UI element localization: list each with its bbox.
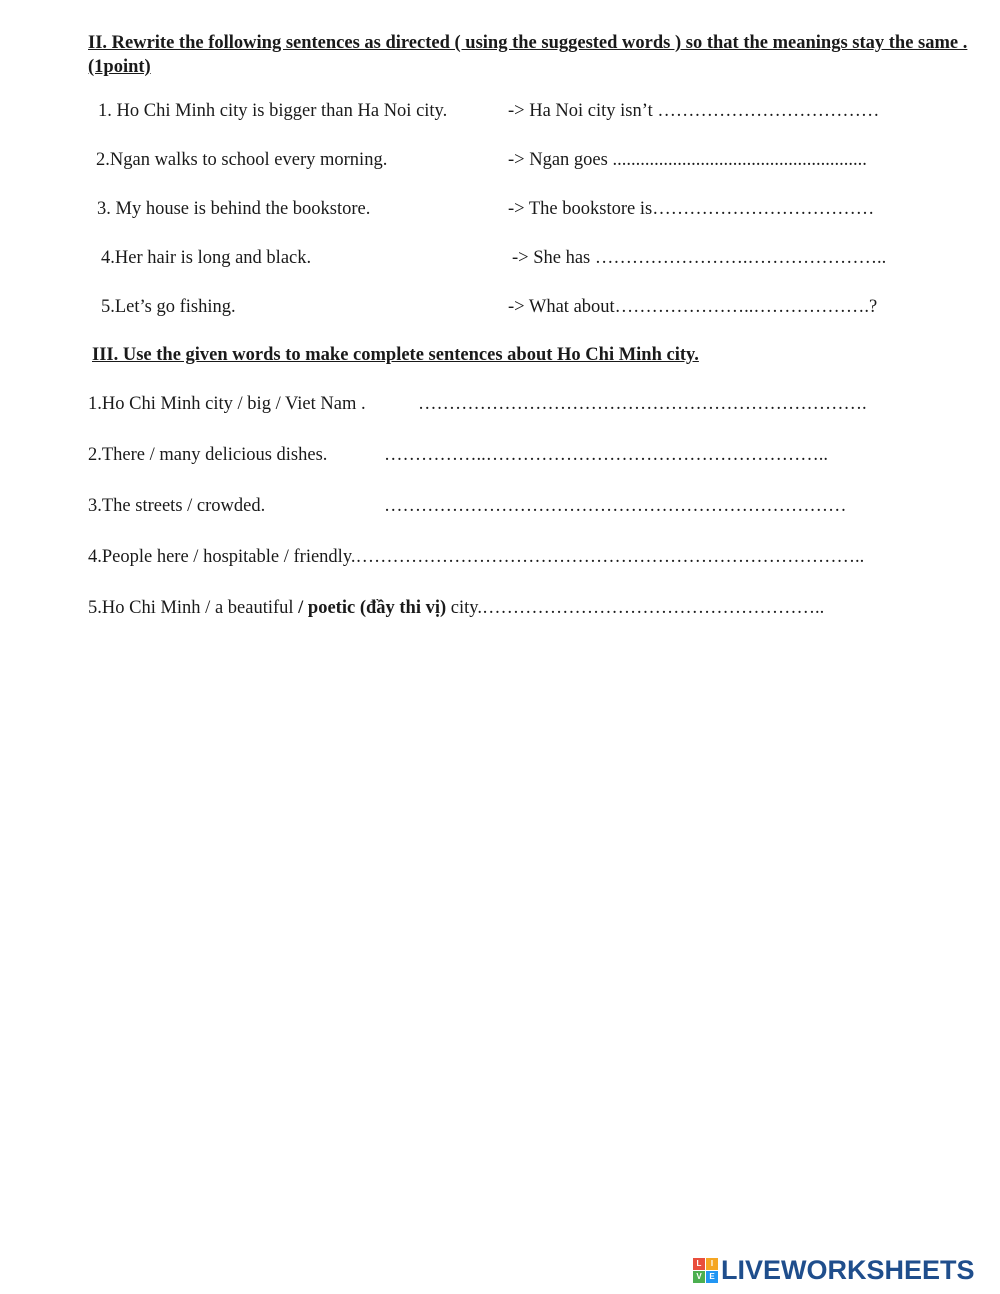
s2-item-3-prompt: 3. My house is behind the bookstore. [97, 199, 371, 219]
s3-item-5-prompt-a: 5.Ho Chi Minh / a beautiful [88, 598, 299, 618]
logo-icon-tile-l: L [693, 1258, 705, 1270]
s3-item-2-prompt: 2.There / many delicious dishes. [88, 445, 328, 465]
logo-icon-tile-i: I [706, 1258, 718, 1270]
s2-item-1-answer[interactable]: -> Ha Noi city isn’t ……………………………… [508, 101, 880, 121]
s3-item-5-line [88, 596, 824, 620]
logo-icon-tile-v: V [693, 1271, 705, 1283]
s3-item-1-prompt: 1.Ho Chi Minh city / big / Viet Nam . [88, 394, 366, 414]
s3-item-4-prompt: 4.People here / hospitable / friendly. [88, 547, 356, 567]
liveworksheets-logo-text: LIVEWORKSHEETS [721, 1254, 975, 1285]
s2-item-2-answer[interactable]: -> Ngan goes ....................................................... [508, 150, 867, 170]
section-3-heading: III. Use the given words to make complete sentences about Ho Chi Minh city. [92, 345, 699, 365]
section-2-heading: II. Rewrite the following sentences as directed ( using the suggested words ) so that the meanings stay the same .(1point) [88, 33, 968, 77]
s2-item-1-prompt: 1. Ho Chi Minh city is bigger than Ha Noi city. [98, 101, 448, 121]
s3-item-3-prompt: 3.The streets / crowded. [88, 496, 266, 516]
s3-item-1-answer[interactable]: ………………………………………………………………. [418, 394, 867, 414]
s3-item-4-line [88, 545, 864, 569]
s2-item-5-prompt: 5.Let’s go fishing. [101, 297, 236, 317]
s2-item-4-prompt: 4.Her hair is long and black. [101, 248, 312, 268]
liveworksheets-logo-icon [693, 1258, 717, 1282]
s2-item-5-answer[interactable]: -> What about…………………..……………….? [508, 297, 878, 317]
s2-item-4-answer[interactable]: -> She has …………………….………………….. [512, 248, 887, 268]
s2-item-3-answer[interactable]: -> The bookstore is……………………………… [508, 199, 875, 219]
s3-item-4-answer[interactable]: ……………………………………………………………………….. [355, 547, 865, 567]
s3-item-2-answer[interactable]: ……………..……………………………………………….. [384, 445, 828, 465]
s3-item-3-answer[interactable]: ………………………………………………………………… [384, 496, 847, 516]
s3-item-5-prompt-bold: / poetic (đầy thi vị) [298, 598, 447, 618]
liveworksheets-logo [693, 1254, 975, 1286]
s2-item-2-prompt: 2.Ngan walks to school every morning. [96, 150, 388, 170]
s3-item-5-answer[interactable]: ……………………………………………….. [481, 598, 825, 618]
logo-icon-tile-e: E [706, 1271, 718, 1283]
s3-item-5-prompt-b: city. [446, 598, 482, 618]
